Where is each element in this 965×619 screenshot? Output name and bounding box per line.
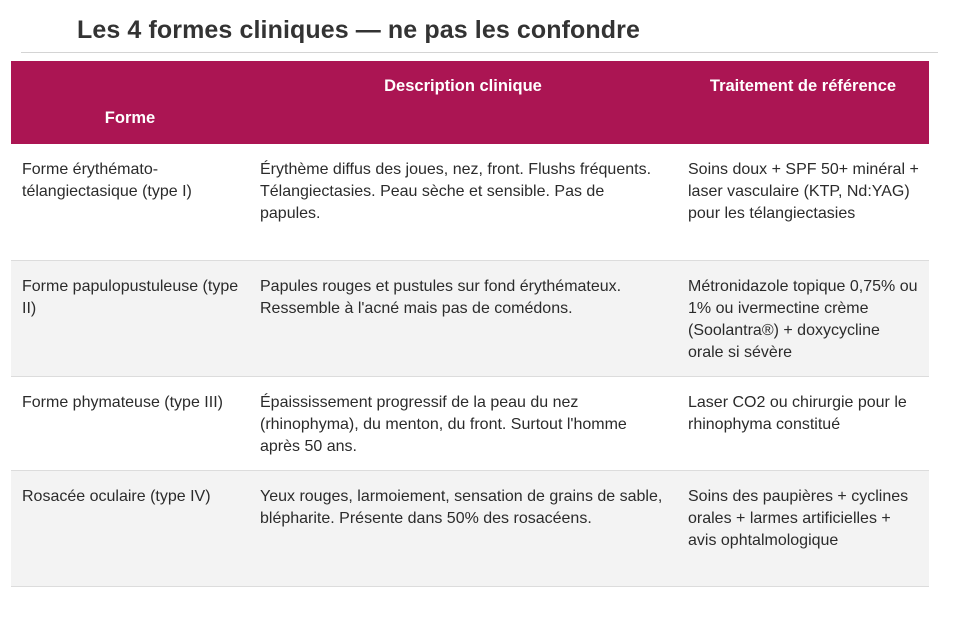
cell-forme: Forme érythémato-télangiectasique (type I)	[11, 144, 249, 260]
cell-forme: Forme phymateuse (type III)	[11, 376, 249, 470]
cell-description: Érythème diffus des joues, nez, front. Flushs fréquents. Télangiectasies. Peau sèche et sensible. Pas de papules.	[249, 144, 677, 260]
cell-forme: Rosacée oculaire (type IV)	[11, 470, 249, 586]
column-header-traitement-label: Traitement de référence	[709, 77, 897, 95]
table-body	[11, 144, 929, 586]
column-header-traitement	[677, 61, 929, 144]
column-header-forme-label: Forme	[104, 109, 156, 127]
cell-traitement: Soins des paupières + cyclines orales + larmes artificielles + avis ophtalmologique	[677, 470, 929, 586]
cell-description: Yeux rouges, larmoiement, sensation de grains de sable, blépharite. Présente dans 50% des rosacéens.	[249, 470, 677, 586]
cell-forme: Forme papulopustuleuse (type II)	[11, 260, 249, 376]
table-header	[11, 61, 929, 144]
table-row	[11, 376, 929, 470]
cell-traitement: Soins doux + SPF 50+ minéral + laser vasculaire (KTP, Nd:YAG) pour les télangiectasies	[677, 144, 929, 260]
column-header-description	[249, 61, 677, 144]
cell-description: Papules rouges et pustules sur fond érythémateux. Ressemble à l'acné mais pas de comédons.	[249, 260, 677, 376]
table-row	[11, 260, 929, 376]
title-divider	[21, 52, 938, 53]
table-row	[11, 470, 929, 586]
page-title: Les 4 formes cliniques — ne pas les confondre	[77, 16, 640, 44]
cell-traitement: Laser CO2 ou chirurgie pour le rhinophyma constitué	[677, 376, 929, 470]
column-header-forme	[11, 61, 249, 144]
cell-description: Épaississement progressif de la peau du nez (rhinophyma), du menton, du front. Surtout l'homme après 50 ans.	[249, 376, 677, 470]
clinical-forms-table	[11, 61, 929, 587]
header-row	[11, 61, 929, 144]
column-header-description-label: Description clinique	[384, 77, 542, 95]
cell-traitement: Métronidazole topique 0,75% ou 1% ou ivermectine crème (Soolantra®) + doxycycline orale si sévère	[677, 260, 929, 376]
table-row	[11, 144, 929, 260]
